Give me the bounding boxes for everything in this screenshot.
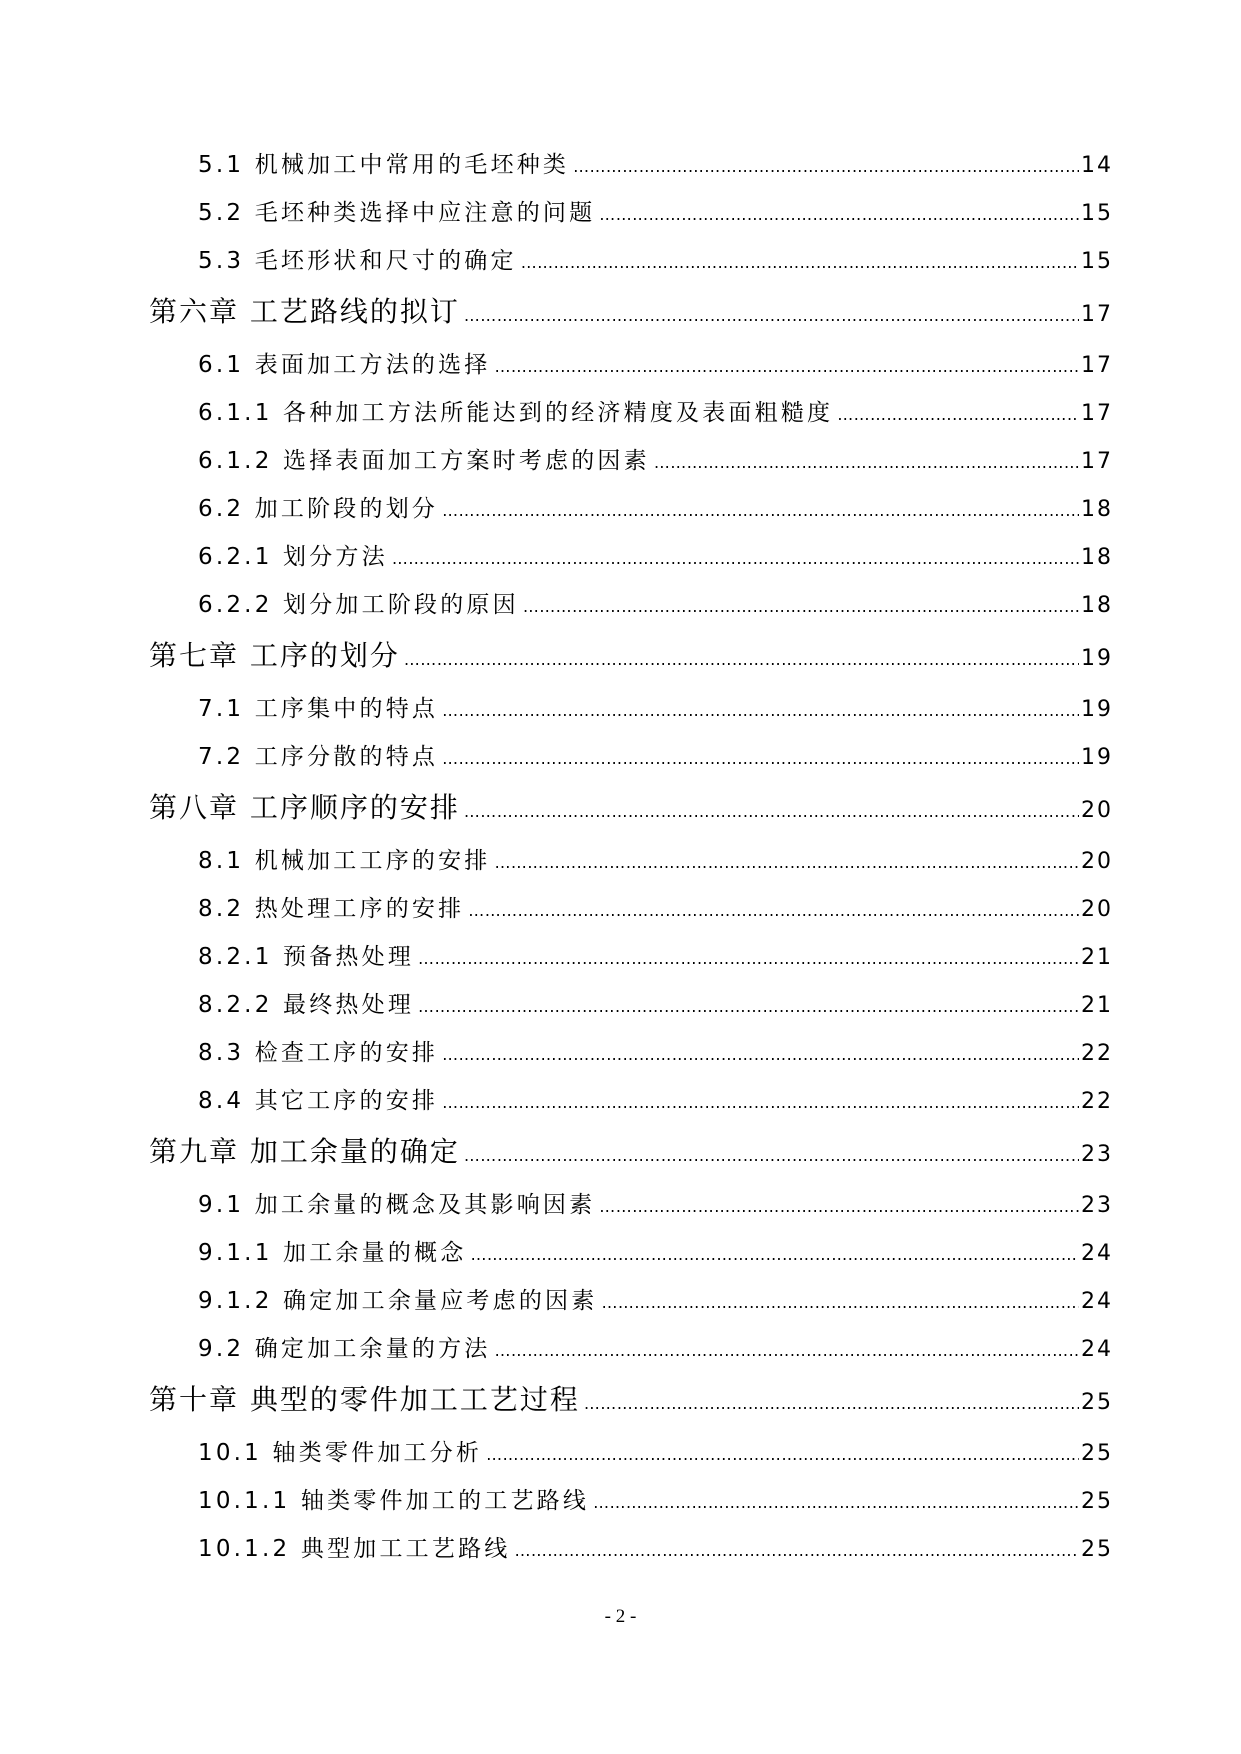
- toc-leader-dots: [468, 901, 1079, 920]
- toc-entry-title: 9.1.2 确定加工余量应考虑的因素: [198, 1288, 598, 1314]
- toc-entry[interactable]: [198, 146, 1113, 178]
- toc-entry-title: 6.1.2 选择表面加工方案时考虑的因素: [198, 448, 650, 474]
- toc-leader-dots: [486, 1445, 1079, 1464]
- toc-entry-page: 17: [1081, 401, 1113, 426]
- toc-entry-page: 20: [1081, 798, 1113, 823]
- page-number-footer: - 2 -: [604, 1606, 637, 1627]
- toc-entry[interactable]: [198, 1434, 1113, 1466]
- toc-entry-page: 25: [1081, 1441, 1113, 1466]
- toc-leader-dots: [521, 253, 1079, 272]
- toc-entry-page: 23: [1081, 1142, 1113, 1167]
- toc-entry[interactable]: [198, 1186, 1113, 1218]
- toc-leader-dots: [442, 1093, 1079, 1112]
- toc-entry[interactable]: [198, 1282, 1113, 1314]
- toc-entry-page: 20: [1081, 849, 1113, 874]
- toc-leader-dots: [404, 650, 1079, 669]
- toc-chapter-title: 第七章 工序的划分: [149, 639, 400, 672]
- toc-entry-page: 19: [1081, 697, 1113, 722]
- toc-entry-page: 24: [1081, 1337, 1113, 1362]
- toc-entry-title: 8.2.2 最终热处理: [198, 992, 415, 1018]
- toc-entry-page: 25: [1081, 1390, 1113, 1415]
- toc-leader-dots: [837, 405, 1079, 424]
- toc-leader-dots: [495, 1341, 1080, 1360]
- toc-entry-page: 19: [1081, 646, 1113, 671]
- toc-chapter-title: 第九章 加工余量的确定: [149, 1135, 460, 1168]
- toc-entry-page: 19: [1081, 745, 1113, 770]
- toc-entry[interactable]: [198, 986, 1113, 1018]
- toc-entry[interactable]: [198, 490, 1113, 522]
- toc-leader-dots: [442, 1045, 1079, 1064]
- toc-entry-title: 8.2.1 预备热处理: [198, 944, 415, 970]
- toc-chapter-entry[interactable]: [149, 1378, 1113, 1418]
- toc-entry-title: 9.1.1 加工余量的概念: [198, 1240, 467, 1266]
- toc-leader-dots: [470, 1245, 1079, 1264]
- toc-chapter-title: 第八章 工序顺序的安排: [149, 791, 460, 824]
- toc-entry-title: 8.4 其它工序的安排: [198, 1088, 439, 1114]
- toc-entry[interactable]: [198, 242, 1113, 274]
- toc-entry-title: 5.2 毛坯种类选择中应注意的问题: [198, 200, 596, 226]
- toc-entry-page: 15: [1081, 249, 1113, 274]
- toc-leader-dots: [601, 1293, 1079, 1312]
- toc-leader-dots: [442, 701, 1079, 720]
- toc-leader-dots: [523, 597, 1079, 616]
- toc-chapter-title: 第十章 典型的零件加工工艺过程: [149, 1383, 580, 1416]
- toc-entry[interactable]: [198, 1330, 1113, 1362]
- toc-entry-title: 9.1 加工余量的概念及其影响因素: [198, 1192, 596, 1218]
- toc-entry-page: 18: [1081, 497, 1113, 522]
- toc-entry-title: 8.1 机械加工工序的安排: [198, 848, 491, 874]
- toc-chapter-entry[interactable]: [149, 786, 1113, 826]
- toc-entry[interactable]: [198, 1082, 1113, 1114]
- toc-entry-page: 14: [1081, 153, 1113, 178]
- toc-entry-page: 22: [1081, 1089, 1113, 1114]
- toc-entry[interactable]: [198, 1034, 1113, 1066]
- toc-entry[interactable]: [198, 586, 1113, 618]
- toc-entry-title: 10.1 轴类零件加工分析: [198, 1440, 483, 1466]
- toc-leader-dots: [584, 1394, 1079, 1413]
- toc-leader-dots: [418, 949, 1079, 968]
- toc-entry-title: 8.2 热处理工序的安排: [198, 896, 465, 922]
- toc-entry[interactable]: [198, 1530, 1113, 1562]
- toc-leader-dots: [418, 997, 1079, 1016]
- toc-chapter-entry[interactable]: [149, 1130, 1113, 1170]
- toc-leader-dots: [573, 157, 1079, 176]
- toc-entry-page: 25: [1081, 1537, 1113, 1562]
- toc-entry-title: 6.1.1 各种加工方法所能达到的经济精度及表面粗糙度: [198, 400, 834, 426]
- toc-leader-dots: [464, 306, 1079, 325]
- toc-entry-title: 5.3 毛坯形状和尺寸的确定: [198, 248, 517, 274]
- toc-leader-dots: [514, 1541, 1079, 1560]
- toc-entry-page: 17: [1081, 302, 1113, 327]
- toc-entry[interactable]: [198, 194, 1113, 226]
- toc-entry[interactable]: [198, 1234, 1113, 1266]
- toc-entry[interactable]: [198, 346, 1113, 378]
- toc-entry-title: 9.2 确定加工余量的方法: [198, 1336, 491, 1362]
- toc-leader-dots: [464, 802, 1079, 821]
- toc-entry[interactable]: [198, 890, 1113, 922]
- toc-leader-dots: [392, 549, 1079, 568]
- toc-entry-page: 22: [1081, 1041, 1113, 1066]
- toc-entry-title: 10.1.1 轴类零件加工的工艺路线: [198, 1488, 590, 1514]
- toc-entry-page: 21: [1081, 993, 1113, 1018]
- toc-entry-page: 17: [1081, 449, 1113, 474]
- toc-chapter-title: 第六章 工艺路线的拟订: [149, 295, 460, 328]
- toc-chapter-entry[interactable]: [149, 634, 1113, 674]
- toc-entry-page: 21: [1081, 945, 1113, 970]
- toc-entry-page: 25: [1081, 1489, 1113, 1514]
- toc-leader-dots: [442, 501, 1079, 520]
- toc-leader-dots: [464, 1146, 1079, 1165]
- toc-chapter-entry[interactable]: [149, 290, 1113, 330]
- toc-entry-title: 6.2.1 划分方法: [198, 544, 388, 570]
- toc-entry[interactable]: [198, 938, 1113, 970]
- toc-entry-title: 7.1 工序集中的特点: [198, 696, 439, 722]
- toc-entry[interactable]: [198, 538, 1113, 570]
- toc-entry[interactable]: [198, 1482, 1113, 1514]
- toc-entry-page: 20: [1081, 897, 1113, 922]
- toc-leader-dots: [495, 853, 1080, 872]
- toc-entry[interactable]: [198, 738, 1113, 770]
- toc-leader-dots: [495, 357, 1080, 376]
- toc-entry[interactable]: [198, 394, 1113, 426]
- toc-leader-dots: [599, 1197, 1079, 1216]
- toc-entry-page: 17: [1081, 353, 1113, 378]
- toc-entry-page: 24: [1081, 1241, 1113, 1266]
- toc-leader-dots: [442, 749, 1079, 768]
- toc-leader-dots: [599, 205, 1079, 224]
- toc-entry-page: 18: [1081, 593, 1113, 618]
- toc-entry-page: 18: [1081, 545, 1113, 570]
- toc-entry-title: 8.3 检查工序的安排: [198, 1040, 439, 1066]
- toc-entry-title: 6.1 表面加工方法的选择: [198, 352, 491, 378]
- toc-leader-dots: [654, 453, 1079, 472]
- toc-leader-dots: [593, 1493, 1079, 1512]
- toc-entry-title: 10.1.2 典型加工工艺路线: [198, 1536, 511, 1562]
- toc-entry-page: 23: [1081, 1193, 1113, 1218]
- toc-entry[interactable]: [198, 842, 1113, 874]
- toc-entry-title: 7.2 工序分散的特点: [198, 744, 439, 770]
- toc-entry[interactable]: [198, 690, 1113, 722]
- toc-entry-title: 5.1 机械加工中常用的毛坯种类: [198, 152, 570, 178]
- toc-entry[interactable]: [198, 442, 1113, 474]
- toc-entry-page: 15: [1081, 201, 1113, 226]
- toc-entry-title: 6.2.2 划分加工阶段的原因: [198, 592, 519, 618]
- toc-entry-page: 24: [1081, 1289, 1113, 1314]
- toc-entry-title: 6.2 加工阶段的划分: [198, 496, 439, 522]
